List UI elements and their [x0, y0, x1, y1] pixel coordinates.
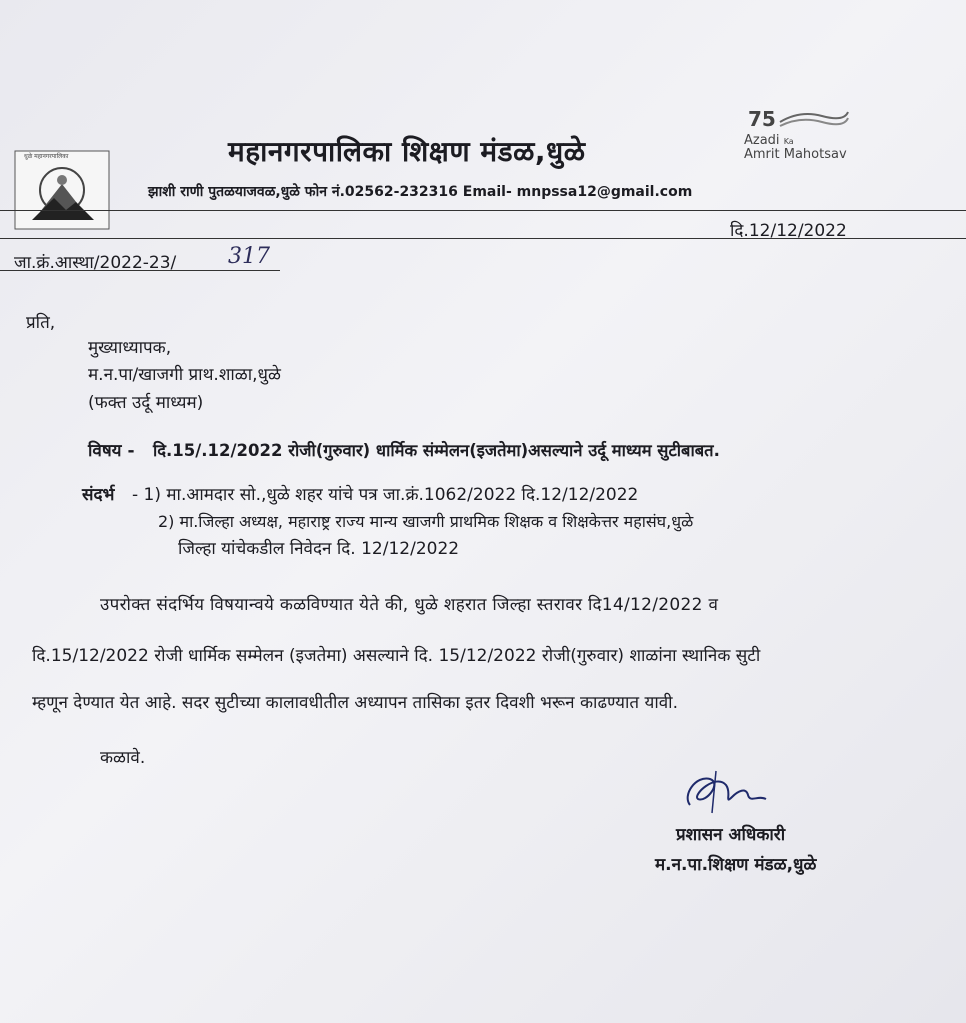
svg-text:75: 75	[748, 108, 776, 130]
address-line: झाशी राणी पुतळयाजवळ,धुळे फोन नं.02562-232316 Email- mnpssa12@gmail.com	[148, 184, 693, 200]
signatory-office: म.न.पा.शिक्षण मंडळ,धुळे	[655, 855, 817, 875]
subject-label: विषय -	[88, 441, 135, 461]
emblem-line3: Amrit Mahotsav	[744, 147, 847, 162]
azadi-flag-icon	[740, 108, 850, 130]
logo-text: धुळे महानगरपालिका	[24, 153, 69, 160]
letter-date: दि.12/12/2022	[730, 221, 847, 241]
org-title: महानगरपालिका शिक्षण मंडळ,धुळे	[228, 135, 586, 168]
body-line-3: म्हणून देण्यात येत आहे. सदर सुटीच्या कालावधीतील अध्यापन तासिका इतर दिवशी भरून काढण्यात यावी.	[32, 693, 678, 713]
references-label: संदर्भ	[82, 485, 115, 505]
reference-item-2-cont: जिल्हा यांचेकडील निवेदन दि. 12/12/2022	[178, 539, 460, 559]
handwritten-signature	[676, 765, 776, 823]
body-line-1: उपरोक्त संदर्भिय विषयान्वये कळविण्यात येते की, धुळे शहरात जिल्हा स्तरावर दि14/12/2022 व	[100, 595, 719, 615]
reference-item-1: - 1) मा.आमदार सो.,धुळे शहर यांचे पत्र जा.क्रं.1062/2022 दि.12/12/2022	[132, 485, 639, 505]
body-line-2: दि.15/12/2022 रोजी धार्मिक सम्मेलन (इजतेमा) असल्याने दि. 15/12/2022 रोजी(गुरुवार) शाळांना स्थानिक सुटी	[32, 646, 761, 666]
reference-item-2: 2) मा.जिल्हा अध्यक्ष, महाराष्ट्र राज्य मान्य खाजगी प्राथमिक शिक्षक व शिक्षकेत्तर महासंघ,धुळे	[158, 512, 694, 531]
reference-number: जा.क्रं.आस्था/2022-23/	[14, 253, 177, 273]
org-logo-emblem	[14, 150, 110, 230]
recipient-line2: म.न.पा/खाजगी प्राथ.शाळा,धुळे	[88, 365, 281, 385]
org-logo	[14, 150, 110, 230]
recipient-line3: (फक्त उर्दू माध्यम)	[88, 393, 204, 413]
signatory-designation: प्रशासन अधिकारी	[676, 825, 786, 845]
recipient-prefix: प्रति,	[26, 313, 56, 333]
header-rule-top	[0, 210, 966, 211]
azadi-emblem	[740, 108, 860, 168]
emblem-line1: Azadi	[744, 133, 780, 148]
subject-text: दि.15/.12/2022 रोजी(गुरुवार) धार्मिक संम्मेलन(इजतेमा)असल्याने उर्दू माध्यम सुटीबाबत.	[153, 441, 720, 460]
closing-text: कळावे.	[100, 748, 146, 768]
reference-number-handwritten: 317	[228, 244, 270, 269]
recipient-line1: मुख्याध्यापक,	[88, 338, 172, 358]
emblem-line2: Ka	[783, 137, 794, 146]
